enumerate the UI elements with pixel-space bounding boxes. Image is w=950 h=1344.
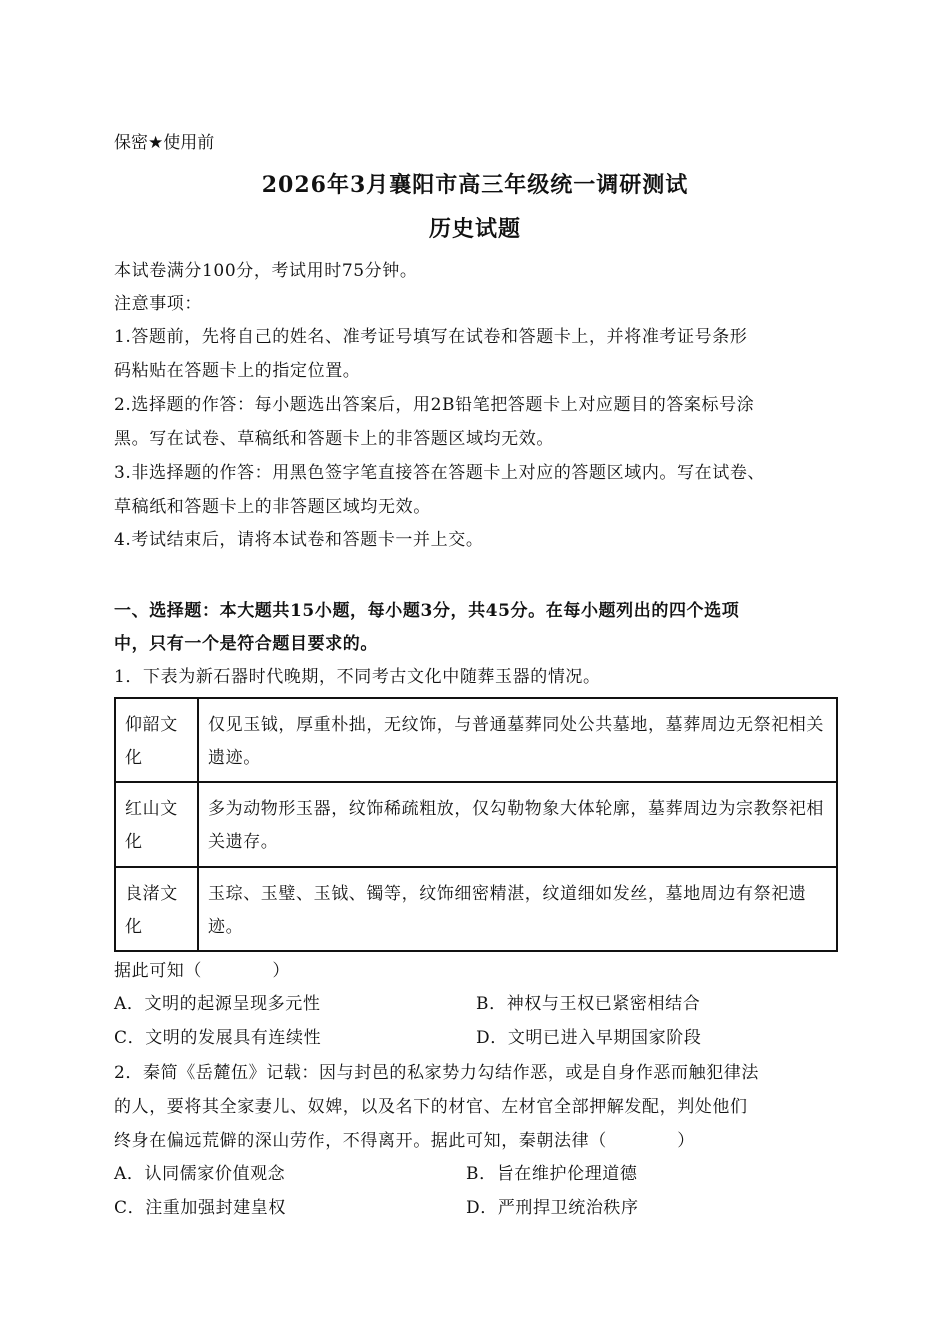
- option-c[interactable]: C．注重加强封建皇权: [114, 1198, 287, 1218]
- table-row: [115, 698, 837, 782]
- description-cell: 玉琮、玉璧、玉钺、镯等，纹饰细密精湛，纹道细如发丝，墓地周边有祭祀遗迹。: [198, 867, 837, 951]
- exam-title: 2026年3月襄阳市高三年级统一调研测试: [261, 172, 689, 198]
- option-b[interactable]: B．旨在维护伦理道德: [466, 1164, 638, 1184]
- notice-line: 2.选择题的作答：每小题选出答案后，用2B铅笔把答题卡上对应题目的答案标号涂: [114, 395, 755, 415]
- option-a[interactable]: A．文明的起源呈现多元性: [114, 994, 321, 1014]
- confidential-label: 保密★使用前: [114, 133, 215, 153]
- description-cell: 仅见玉钺，厚重朴拙，无纹饰，与普通墓葬同处公共墓地，墓葬周边无祭祀相关遗迹。: [198, 698, 837, 782]
- question-1-prompt: 据此可知（ ）: [114, 961, 290, 981]
- section-heading: 一、选择题：本大题共15小题，每小题3分，共45分。在每小题列出的四个选项: [114, 601, 740, 621]
- section-heading-cont: 中，只有一个是符合题目要求的。: [114, 634, 378, 654]
- option-b[interactable]: B．神权与王权已紧密相结合: [476, 994, 701, 1014]
- question-2-stem: 终身在偏远荒僻的深山劳作，不得离开。据此可知，秦朝法律（ ）: [114, 1131, 695, 1151]
- option-c[interactable]: C．文明的发展具有连续性: [114, 1028, 322, 1048]
- option-d[interactable]: D．严刑捍卫统治秩序: [466, 1198, 639, 1218]
- notice-line: 草稿纸和答题卡上的非答题区域均无效。: [114, 497, 431, 517]
- notice-line: 1.答题前，先将自己的姓名、准考证号填写在试卷和答题卡上，并将准考证号条形: [114, 327, 748, 347]
- table-row: [115, 867, 837, 951]
- culture-cell: 红山文化: [115, 782, 198, 866]
- question-1-table: [114, 697, 838, 952]
- culture-cell: 良渚文化: [115, 867, 198, 951]
- table-row: [115, 782, 837, 866]
- notice-line: 黑。写在试卷、草稿纸和答题卡上的非答题区域均无效。: [114, 429, 554, 449]
- notice-line: 4.考试结束后，请将本试卷和答题卡一并上交。: [114, 530, 484, 550]
- notice-line: 码粘贴在答题卡上的指定位置。: [114, 361, 361, 381]
- notice-heading: 注意事项：: [114, 294, 202, 314]
- option-d[interactable]: D．文明已进入早期国家阶段: [476, 1028, 702, 1048]
- description-cell: 多为动物形玉器，纹饰稀疏粗放，仅勾勒物象大体轮廓，墓葬周边为宗教祭祀相关遗存。: [198, 782, 837, 866]
- exam-subject: 历史试题: [428, 216, 521, 242]
- notice-line: 3.非选择题的作答：用黑色签字笔直接答在答题卡上对应的答题区域内。写在试卷、: [114, 463, 766, 483]
- full-score-note: 本试卷满分100分，考试用时75分钟。: [114, 261, 418, 281]
- question-2-stem: 的人，要将其全家妻儿、奴婢，以及名下的材官、左材官全部押解发配，判处他们: [114, 1097, 748, 1117]
- culture-cell: 仰韶文化: [115, 698, 198, 782]
- question-2-stem: 2．秦简《岳麓伍》记载：因与封邑的私家势力勾结作恶，或是自身作恶而触犯律法: [114, 1063, 760, 1083]
- option-a[interactable]: A．认同儒家价值观念: [114, 1164, 286, 1184]
- question-1-stem: 1．下表为新石器时代晚期，不同考古文化中随葬玉器的情况。: [114, 667, 601, 687]
